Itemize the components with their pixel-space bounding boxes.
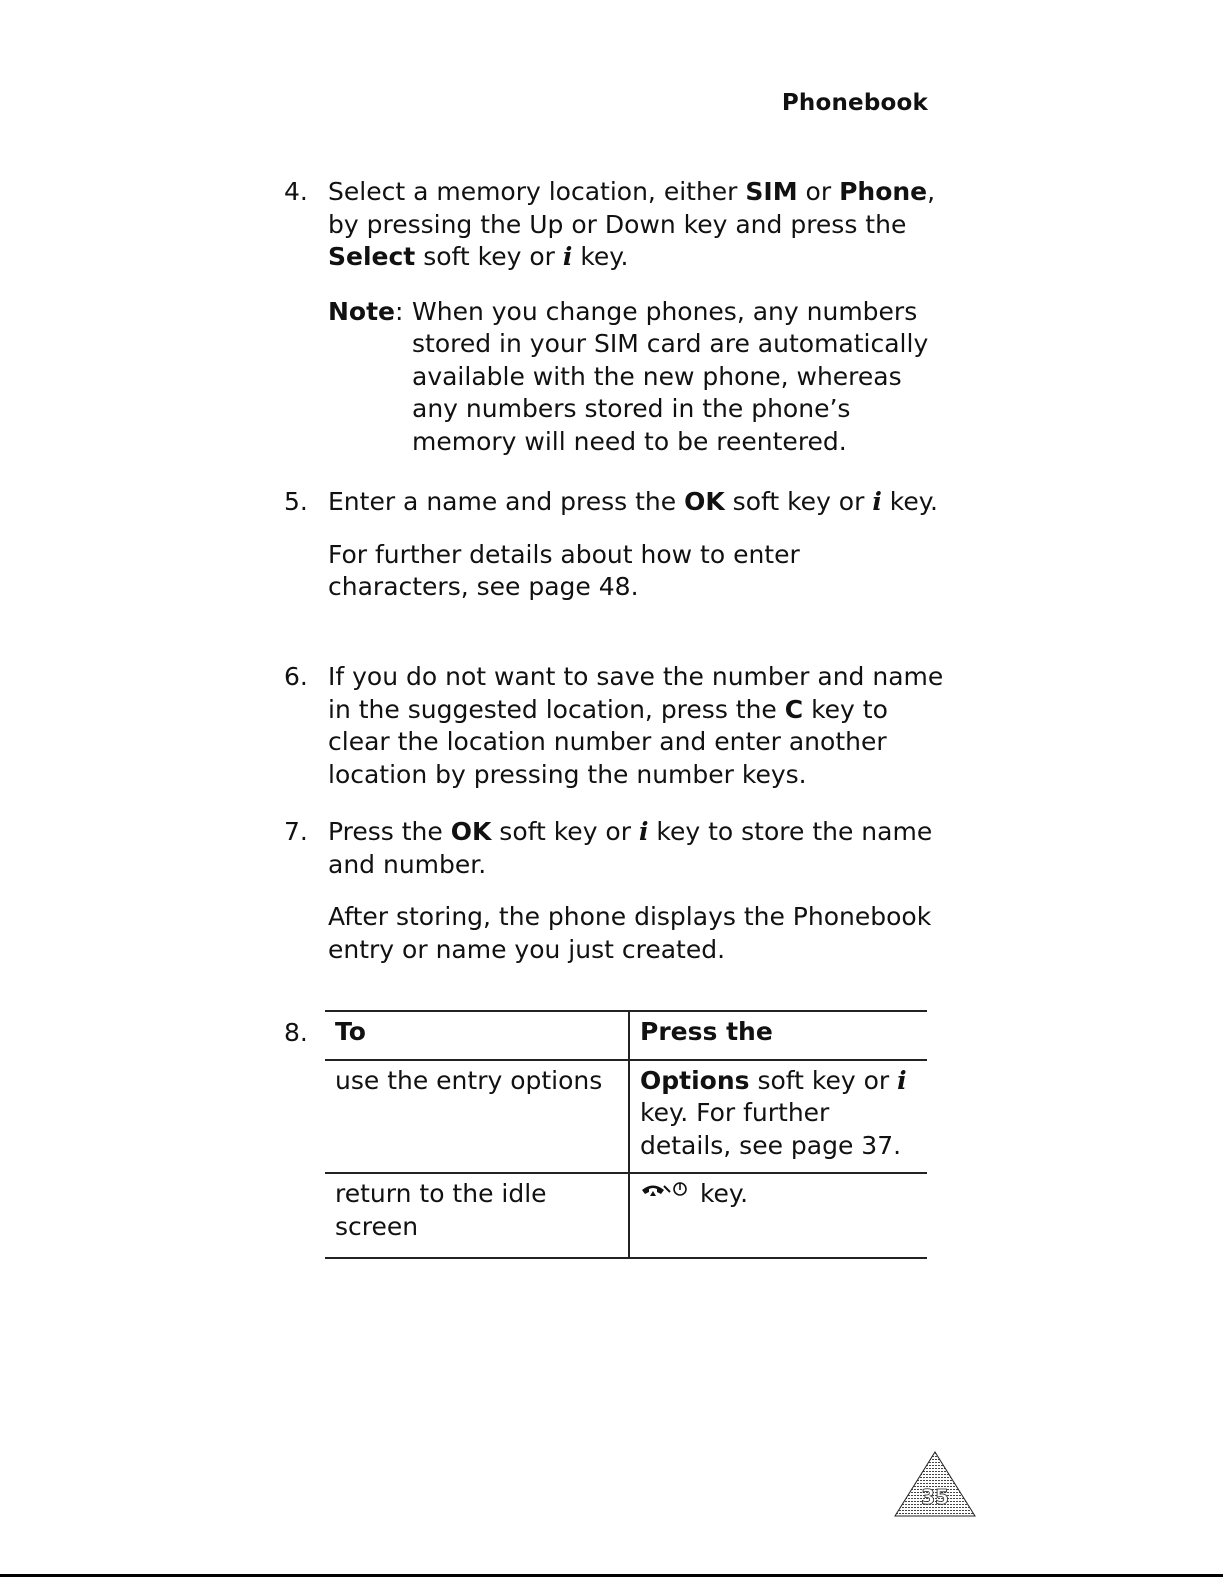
step-number: 8. bbox=[284, 1018, 308, 1047]
step-text: Press the OK soft key or i key to store the name and number. bbox=[328, 817, 933, 879]
step-detail: After storing, the phone displays the Phonebook entry or name you just created. bbox=[328, 902, 932, 964]
page-number-badge bbox=[893, 1450, 977, 1518]
i-key-icon: i bbox=[638, 817, 649, 846]
step-number: 7. bbox=[284, 817, 308, 846]
end-call-power-icon bbox=[640, 1180, 692, 1204]
note bbox=[328, 296, 944, 459]
options-table bbox=[325, 1010, 927, 1259]
step-text: Enter a name and press the OK soft key or i key. bbox=[328, 487, 938, 516]
step-number: 6. bbox=[284, 662, 308, 691]
note-text: When you change phones, any numbers stored in your SIM card are automatically available with the new phone, whereas any numbers stored in the phone’s memory will need to be reentered. bbox=[412, 296, 929, 456]
step-number: 4. bbox=[284, 177, 308, 206]
step-text: Select a memory location, either SIM or Phone, by pressing the Up or Down key and press the Select soft key or i key. bbox=[328, 177, 936, 271]
page-number: 35 bbox=[921, 1485, 949, 1509]
section-header: Phonebook bbox=[781, 90, 928, 116]
i-key-icon: i bbox=[872, 487, 882, 516]
i-key-icon: i bbox=[562, 242, 573, 271]
table-header-to: To bbox=[325, 1012, 630, 1059]
table-row bbox=[325, 1059, 927, 1173]
table-cell-to: use the entry options bbox=[325, 1061, 630, 1173]
table-cell-press: key. bbox=[630, 1174, 927, 1257]
table-cell-to: return to the idle screen bbox=[325, 1174, 630, 1257]
table-header-press: Press the bbox=[640, 1017, 773, 1046]
step-detail: For further details about how to enter characters, see page 48. bbox=[328, 539, 800, 601]
step-number: 5. bbox=[284, 487, 308, 516]
page-bottom-rule bbox=[0, 1574, 1223, 1577]
note-label: Note: bbox=[328, 296, 404, 326]
table-cell-press: Options soft key or i key. For further details, see page 37. bbox=[640, 1065, 907, 1160]
step-text: If you do not want to save the number and name in the suggested location, press the C key to clear the location number and enter another location by pressing the number keys. bbox=[328, 662, 944, 789]
table-row bbox=[325, 1172, 927, 1259]
table-header-row bbox=[325, 1010, 927, 1059]
i-key-icon: i bbox=[897, 1065, 907, 1095]
